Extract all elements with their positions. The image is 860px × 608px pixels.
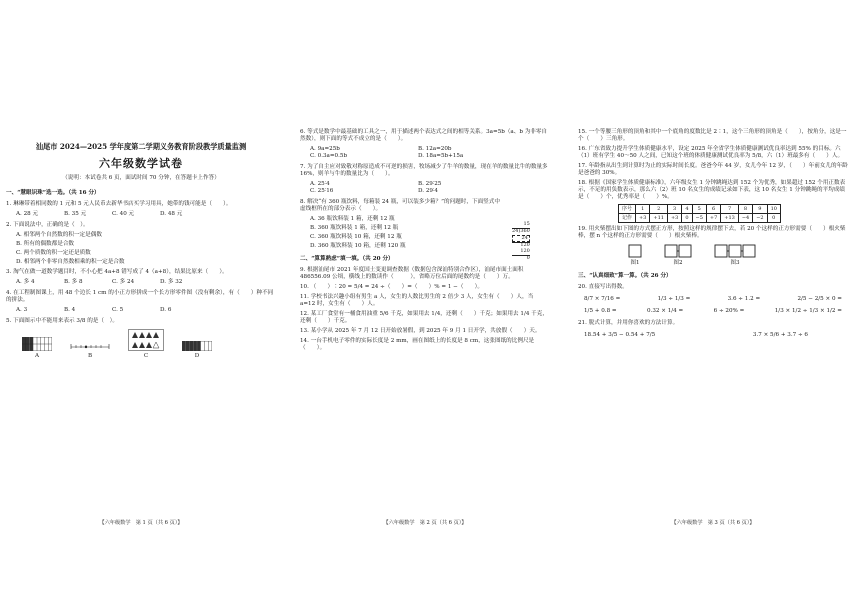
figure-label: A [34, 352, 40, 359]
figure-3 [714, 244, 756, 267]
calc-row-3 [584, 332, 808, 339]
page-footer: 【六年级数学 第 3 页（共 6 页）】 [671, 519, 755, 526]
calc-item: 18.54 + 3/5 − 0.54 + 7/5 [584, 332, 656, 339]
table-cell: −5 [692, 214, 706, 223]
calc-item: 1/5 + 0.8 = [584, 308, 617, 315]
question-7: 7. 为了自主应对致敬对称原造成不可逆的损害，牧场减少了牛羊的数量，现在羊的数量比牛的数量多 16%，则羊与牛的数量比为（ ）。 [300, 163, 548, 177]
option: C. 两个质数的积一定还是质数 [16, 249, 91, 256]
question-3-options [16, 279, 276, 286]
option: C. 0.3a=0.5b [310, 152, 348, 159]
table-cell: 9 [753, 204, 767, 213]
jump-rope-table [618, 204, 781, 224]
option: B. 35 元 [64, 210, 87, 217]
option: A. 36 瓶饮料装 1 箱，还剩 12 瓶 [310, 215, 395, 222]
matchstick-squares [628, 244, 642, 258]
figure-1 [628, 244, 642, 267]
grid-figure [22, 337, 52, 351]
division-line: 15 [523, 221, 530, 227]
table-row [619, 214, 781, 223]
option: A. 28 元 [16, 210, 39, 217]
figure-label: 图2 [673, 260, 683, 267]
table-cell: +7 [706, 214, 720, 223]
question-8: 8. 解决“有 360 瓶饮料，每箱装 24 瓶，可以装多少箱？”的问题时，下面竖式中虚线框所在的部分表示（ ）。 [300, 198, 500, 212]
table-cell: 7 [721, 204, 739, 213]
question-11: 11. 学校书法兴趣小组有男生 a 人，女生的人数比男生的 2 倍少 3 人，女生有（ ）人，当 a=12 时，女生有（ ）人。 [300, 293, 534, 307]
question-16: 16. 广东省致力提升学生体质健康水平，设定 2025 年全省学生体质健康测试优良率达到 55% 的目标。六（1）班有学生 40～50 人之间，已知这个班的体质健康测试优良率为 5/8，六（1）班最多有（ ）人。 [578, 145, 844, 159]
option: B. 12a=20b [418, 145, 452, 152]
table-cell: 0 [682, 214, 692, 223]
calc-row-2 [584, 308, 842, 315]
figure-label: 图3 [730, 260, 740, 267]
bar-figure [182, 341, 212, 351]
question-19: 19. 用火柴摆出如下图的方式摆正方形，按照这样的规律摆下去，若 20 个这样的正方形需要（ ）根火柴棒，摆 n 个这样的正方形需要（ ）根火柴棒。 [578, 226, 846, 240]
question-20: 20. 直接写出得数。 [578, 284, 628, 291]
table-cell: +13 [721, 214, 739, 223]
question-1-options [16, 211, 276, 218]
question-15: 15. 一个等腰三角形的顶角和其中一个底角的度数比是 2∶1，这个三角形的顶角是（ ），按角分，这是一个（ ）三角形。 [578, 129, 847, 142]
question-2: 2. 下面说法中，正确的是（ ）。 [6, 221, 89, 228]
option: C. 25∶16 [310, 187, 334, 194]
option: B. 所有的偶数都是合数 [16, 240, 75, 247]
option: A. 25∶4 [310, 180, 330, 187]
page-footer: 【六年级数学 第 1 页（共 6 页）】 [99, 519, 183, 526]
option: C. 360 瓶饮料装 10 箱，还剩 12 瓶 [310, 233, 402, 240]
question-12: 12. 某工厂食堂有一桶食用油重 5/6 千克，如果用去 1/4，还剩（ ）千克；如果用去 1/4 千克，还剩（ ）千克。 [300, 310, 548, 324]
question-6: 6. 等式是数学中最基础的工具之一，用于描述两个表达式之间的相等关系。3a=5b（a、b 为非零自然数），则下面的等式不成立的是（ ）。 [300, 129, 548, 142]
table-cell: 8 [738, 204, 752, 213]
division-line: 0 [512, 255, 530, 262]
option: B. 多 8 [64, 278, 83, 285]
table-cell: +3 [667, 214, 681, 223]
option: D. 6 [160, 306, 172, 313]
question-4-options [16, 307, 276, 314]
option: C. 40 元 [112, 210, 135, 217]
calc-item: 6 ÷ 20% = [713, 308, 745, 315]
number-line-figure [70, 341, 110, 351]
option: A. 3 [16, 306, 28, 313]
figure-d [182, 341, 212, 360]
calc-row-1 [584, 296, 842, 303]
option: D. 48 元 [160, 210, 183, 217]
exam-page-2 [300, 96, 550, 526]
triangles-figure [128, 329, 164, 351]
figure-label: 图1 [630, 260, 640, 267]
figure-label: D [194, 352, 200, 359]
table-cell: 记作 [619, 214, 636, 223]
question-7-options [310, 181, 550, 195]
figure-b [70, 341, 110, 360]
option: D. 多 32 [160, 278, 183, 285]
division-line: 24)360 [512, 227, 530, 234]
matchstick-squares [714, 244, 756, 258]
table-cell: 10 [767, 204, 780, 213]
calc-item: 3.7 × 5/6 + 3.7 ÷ 6 [752, 332, 808, 339]
calc-item: 2/5 − 2/5 × 0 = [797, 296, 842, 303]
option: B. 360 瓶饮料装 1 箱，还剩 12 瓶 [310, 224, 399, 231]
division-line: 24 [512, 235, 530, 243]
calc-item: 0.32 × 1/4 = [647, 308, 684, 315]
question-1: 1. 琳琳带着相同数的 1 元和 5 元人民币去新华书店买学习用具，她带的钱可能是（ ）。 [6, 200, 232, 207]
calc-item: 3.6 ÷ 1.2 = [727, 296, 761, 303]
table-cell: 0 [767, 214, 780, 223]
table-cell: 1 [636, 204, 650, 213]
question-13: 13. 某小学从 2025 年 7 月 12 日开始放暑假，到 2025 年 9 月 1 日开学，共放假（ ）天。 [300, 327, 541, 334]
option: A. 9a=25b [310, 145, 340, 152]
matchstick-figures [628, 244, 848, 267]
question-3: 3. 淘气在做一道数学题目时，不小心把 4a+8 错写成了 4（a+8），结果比原来（ ）。 [6, 268, 228, 275]
long-division-figure [512, 222, 530, 262]
question-2-options [16, 232, 276, 266]
question-21: 21. 脱式计算，并用你喜欢的方法计算。 [578, 320, 679, 327]
option: C. 5 [112, 306, 124, 313]
calc-item: 8/7 × 7/16 = [584, 296, 621, 303]
table-cell: 3 [667, 204, 681, 213]
question-14: 14. 一台手机电子零件的实际长度是 2 mm，画在图纸上的长度是 8 cm，这张图纸的比例尺是（ ）。 [300, 337, 535, 351]
matchstick-squares [664, 244, 692, 258]
exam-page-1 [6, 96, 276, 526]
question-9: 9. 根据汕尾市 2021 年度国土变更调查数据（数据包含深汕特别合作区），汕尾市面土面积 486556.09 公顷，横线上的数读作（ ），省略万位后面的尾数约是（ ）万。 [300, 266, 524, 280]
question-4: 4. 在工程制图课上，用 48 个边长 1 cm 的小正方形拼成一个长方形零件图（没有剩余），有（ ）种不同的拼法。 [6, 289, 274, 303]
table-cell: −2 [753, 214, 767, 223]
table-cell: −4 [738, 214, 752, 223]
division-line: 120 [520, 248, 530, 254]
table-header-row [619, 204, 781, 213]
table-cell: +3 [636, 214, 650, 223]
question-6-options [310, 146, 550, 160]
table-cell: 2 [650, 204, 668, 213]
page-footer: 【六年级数学 第 2 页（共 6 页）】 [383, 519, 467, 526]
table-cell: 5 [692, 204, 706, 213]
figure-c [128, 329, 164, 360]
table-cell: 序号 [619, 204, 636, 213]
option: C. 多 24 [112, 278, 135, 285]
question-18: 18. 根据《国家学生体质健康标准》，六年级女生 1 分钟跳绳达到 152 个为优秀，如果超过 152 个用正数表示，不足的用负数表示，那么六（2）班 10 名女生的成绩记录如下表，这 10 名女生 1 分钟跳绳的平均成绩是（ ）个，优秀率是（ ）%。 [578, 179, 846, 200]
option: B. 4 [64, 306, 76, 313]
option: B. 29∶25 [418, 180, 442, 187]
option: D. 18a=5b+15a [418, 152, 464, 159]
question-5: 5. 下面图示中不能用来表示 3/8 的是（ ）。 [6, 317, 118, 324]
question-5-figures [22, 329, 276, 360]
division-line: 120 [512, 242, 530, 249]
question-17: 17. 年龄指从出生到计算时为止的实际时间长度。爸爸今年 44 岁，女儿今年 12 岁，（ ）年前女儿的年龄是爸爸的 30%。 [578, 162, 848, 176]
figure-a [22, 337, 52, 360]
option: A. 相邻两个自然数的积一定是偶数 [16, 231, 102, 238]
option: A. 多 4 [16, 278, 35, 285]
option: D. 29∶4 [418, 187, 438, 194]
table-cell: 6 [706, 204, 720, 213]
exam-title: 六年级数学试卷 [99, 157, 183, 170]
question-10: 10. （ ）∶20 = 5/4 = 24 ÷（ ）=（ ）% = 1 −（ ）。 [300, 283, 484, 290]
table-cell: 4 [682, 204, 692, 213]
section-1-heading: 一、“慧眼识珠”选一选。（共 16 分） [6, 189, 100, 196]
section-3-heading: 三、“认真细致”算一算。（共 26 分） [578, 273, 672, 280]
exam-header: 汕尾市 2024—2025 学年度第二学期义务教育阶段教学质量监测 [35, 142, 247, 151]
option: D. 360 瓶饮料装 10 箱，还剩 120 瓶 [310, 242, 406, 249]
calc-item: 1/3 × 1/2 ÷ 1/3 × 1/2 = [774, 308, 842, 315]
calc-item: 1/3 ÷ 1/3 = [657, 296, 691, 303]
option: D. 相邻两个非零自然数相乘的积一定是合数 [16, 258, 125, 265]
table-cell: +11 [650, 214, 668, 223]
figure-label: C [143, 352, 149, 359]
exam-note: （说明：本试卷共 6 页，面试时间 70 分钟，在答题卡上作答） [62, 174, 220, 181]
figure-2 [664, 244, 692, 267]
section-2-heading: 二、“算算熟虑”填一填。（共 20 分） [300, 255, 394, 262]
exam-page-3 [578, 96, 848, 526]
figure-label: B [87, 352, 93, 359]
